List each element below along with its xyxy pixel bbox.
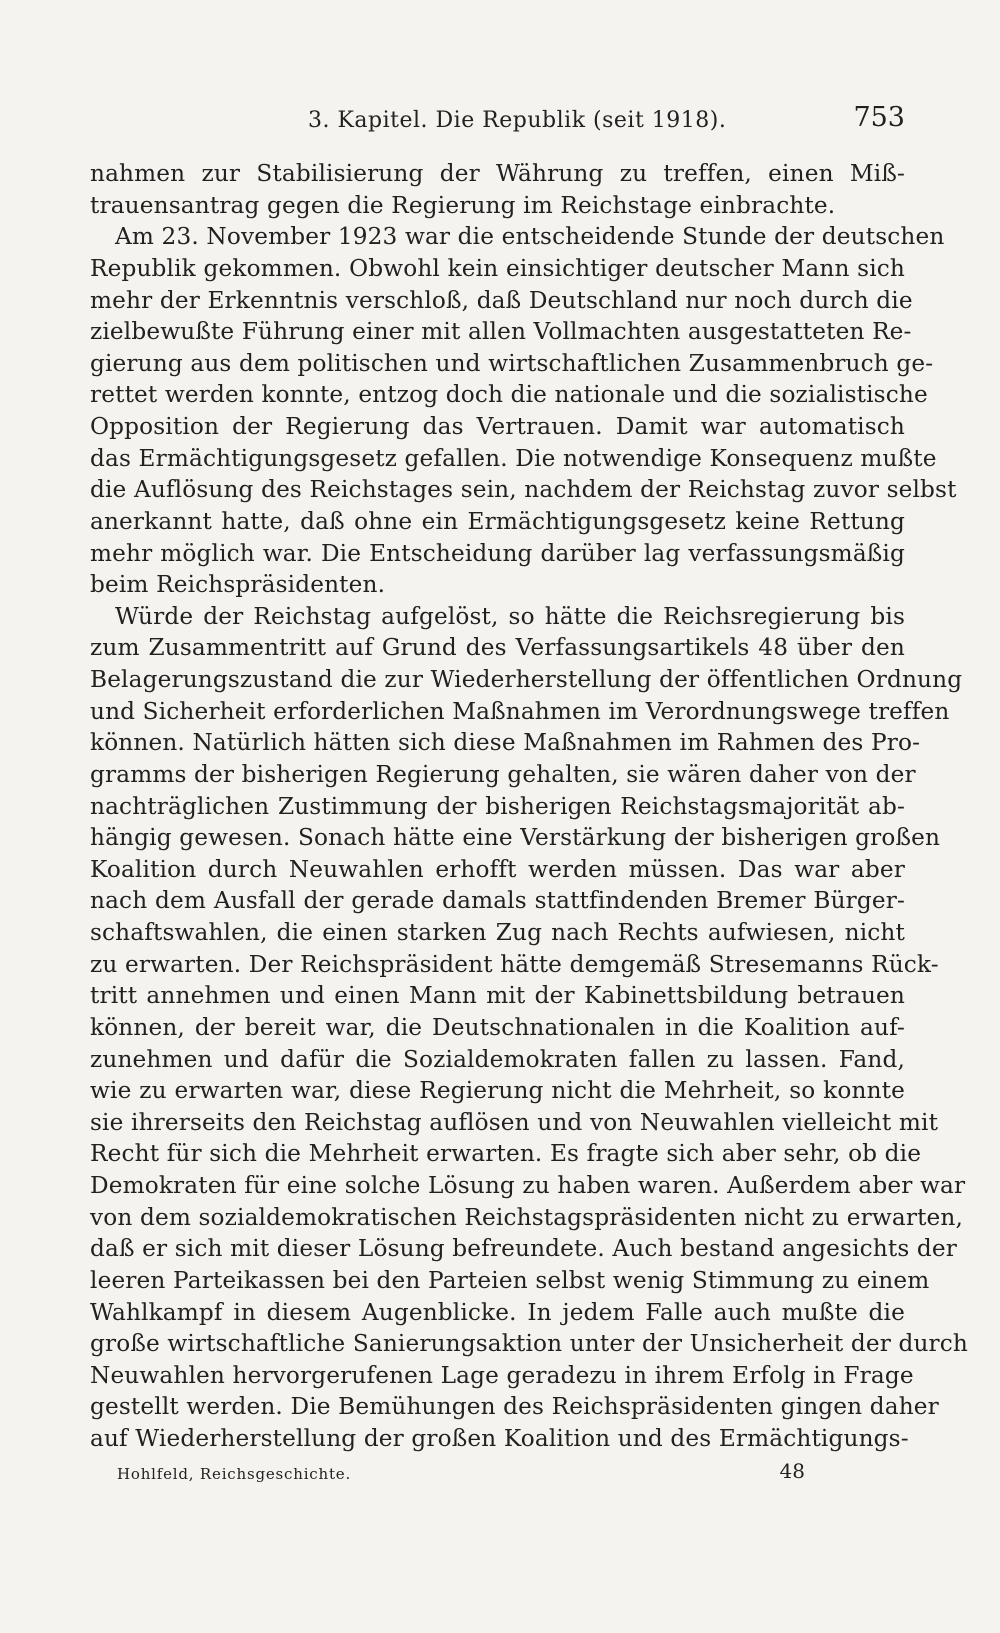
body-text [90,158,968,1455]
text-line: hängig gewesen. Sonach hätte eine Verstärkung der bisherigen großen [90,824,941,852]
text-line: anerkannt hatte, daß ohne ein Ermächtigungsgesetz keine Rettung [90,507,905,535]
text-line: können. Natürlich hätten sich diese Maßnahmen im Rahmen des Pro- [90,729,921,757]
text-line: mehr möglich war. Die Entscheidung darüber lag verfassungsmäßig [90,539,905,567]
text-line: mehr der Erkenntnis verschloß, daß Deutschland nur noch durch die [90,286,913,314]
text-line: leeren Parteikassen bei den Parteien selbst wenig Stimmung zu einem [90,1266,930,1294]
text-line: von dem sozialdemokratischen Reichstagspräsidenten nicht zu erwarten, [90,1203,964,1231]
running-head: 3. Kapitel. Die Republik (seit 1918). [308,108,727,133]
text-line: Würde der Reichstag aufgelöst, so hätte die Reichsregierung bis [115,602,905,630]
text-line: und Sicherheit erforderlichen Maßnahmen im Verordnungswege treffen [90,697,950,725]
text-line: nachträglichen Zustimmung der bisherigen Reichstagsmajorität ab- [90,792,905,820]
text-line: rettet werden konnte, entzog doch die nationale und die sozialistische [90,381,928,409]
text-line: Republik gekommen. Obwohl kein einsichtiger deutscher Mann sich [90,254,905,282]
text-line: Recht für sich die Mehrheit erwarten. Es fragte sich aber sehr, ob die [90,1140,922,1168]
text-line: das Ermächtigungsgesetz gefallen. Die notwendige Konsequenz mußte [90,444,937,472]
text-line: können, der bereit war, die Deutschnationalen in die Koalition auf- [90,1013,905,1041]
text-line: beim Reichspräsidenten. [90,571,386,599]
text-line: Opposition der Regierung das Vertrauen. Damit war automatisch [90,413,905,440]
text-line: nach dem Ausfall der gerade damals stattfindenden Bremer Bürger- [90,887,905,915]
text-line: Demokraten für eine solche Lösung zu haben waren. Außerdem aber war [90,1172,966,1199]
text-line: sie ihrerseits den Reichstag auflösen und von Neuwahlen vielleicht mit [90,1108,939,1136]
text-line: Belagerungszustand die zur Wiederherstellung der öffentlichen Ordnung [90,666,963,693]
signature-mark: 48 [779,1459,805,1483]
text-line: gestellt werden. Die Bemühungen des Reichspräsidenten gingen daher [90,1393,939,1421]
text-line: zum Zusammentritt auf Grund des Verfassungsartikels 48 über den [90,634,905,662]
text-line: wie zu erwarten war, diese Regierung nicht die Mehrheit, so konnte [90,1077,905,1105]
text-line: zunehmen und dafür die Sozialdemokraten fallen zu lassen. Fand, [90,1045,905,1073]
text-line: gierung aus dem politischen und wirtschaftlichen Zusammenbruch ge- [90,349,934,377]
text-line: nahmen zur Stabilisierung der Währung zu treffen, einen Miß- [90,160,905,187]
footer-author: Hohlfeld, Reichsgeschichte. [117,1465,352,1483]
text-line: Am 23. November 1923 war die entscheidende Stunde der deutschen [115,223,945,251]
text-line: gramms der bisherigen Regierung gehalten, sie wären daher von der [90,760,916,788]
text-line: zielbewußte Führung einer mit allen Vollmachten ausgestatteten Re- [90,318,912,346]
text-line: Koalition durch Neuwahlen erhofft werden müssen. Das war aber [90,855,905,883]
text-line: die Auflösung des Reichstages sein, nachdem der Reichstag zuvor selbst [90,476,957,504]
page-footer [117,1459,805,1495]
page-number: 753 [853,102,905,133]
text-line: trauensantrag gegen die Regierung im Reichstage einbrachte. [90,191,836,219]
text-line: zu erwarten. Der Reichspräsident hätte demgemäß Stresemanns Rück- [90,950,939,978]
text-line: schaftswahlen, die einen starken Zug nach Rechts aufwiesen, nicht [90,919,905,946]
text-line: große wirtschaftliche Sanierungsaktion unter der Unsicherheit der durch [90,1330,968,1358]
text-line: Wahlkampf in diesem Augenblicke. In jedem Falle auch mußte die [90,1298,905,1326]
text-line: Neuwahlen hervorgerufenen Lage geradezu in ihrem Erfolg in Frage [90,1361,914,1389]
page-header [90,100,905,140]
text-line: daß er sich mit dieser Lösung befreundete. Auch bestand angesichts der [90,1235,957,1263]
text-line: auf Wiederherstellung der großen Koalition und des Ermächtigungs- [90,1425,909,1452]
text-line: tritt annehmen und einen Mann mit der Kabinettsbildung betrauen [90,982,905,1010]
